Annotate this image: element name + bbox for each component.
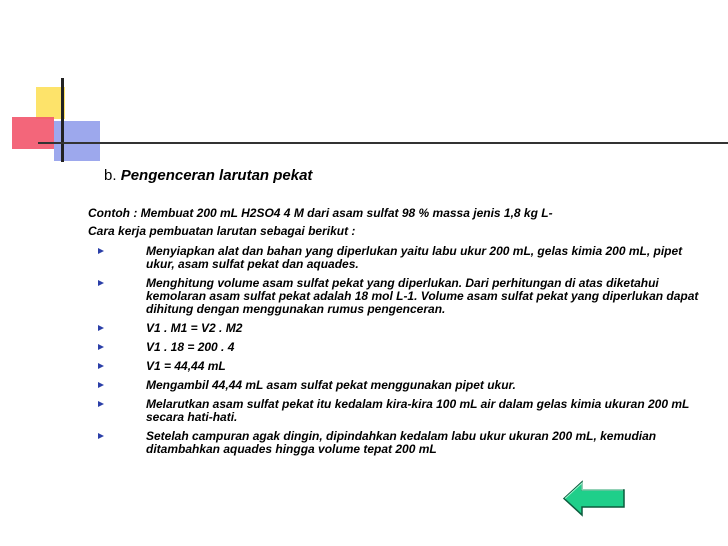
list-item: V1 . M1 = V2 . M2 [98, 322, 710, 335]
list-item: V1 = 44,44 mL [98, 360, 710, 373]
bullet-icon [98, 433, 104, 439]
slide-title [104, 167, 312, 185]
steps-list [98, 245, 710, 462]
list-item: V1 . 18 = 200 . 4 [98, 341, 710, 354]
decor-vertical-line [61, 78, 64, 162]
bullet-icon [98, 363, 104, 369]
bullet-icon [98, 344, 104, 350]
intro-text [88, 204, 553, 240]
bullet-icon [98, 280, 104, 286]
back-button[interactable] [562, 480, 626, 517]
title-text: Pengenceran larutan pekat [120, 167, 313, 184]
list-item: Setelah campuran agak dingin, dipindahkan kedalam labu ukur ukuran 200 mL, kemudian ditambahkan aquades hingga volume tepat 200 mL [98, 430, 710, 456]
bullet-icon [98, 401, 104, 407]
list-item: Menghitung volume asam sulfat pekat yang diperlukan. Dari perhitungan di atas diketahui kemolaran asam sulfat pekat adalah 18 mol L-1. Volume asam sulfat pekat yang diperlukan dapat dihitung dengan menggunakan rumus pengenceran. [98, 277, 710, 316]
decor-red-square [12, 117, 54, 149]
bullet-icon [98, 248, 104, 254]
decor-horizontal-line [38, 142, 728, 144]
list-item: Mengambil 44,44 mL asam sulfat pekat menggunakan pipet ukur. [98, 379, 710, 392]
title-prefix: b. [104, 167, 117, 184]
intro-line-procedure: Cara kerja pembuatan larutan sebagai berikut : [88, 224, 356, 238]
list-item: Melarutkan asam sulfat pekat itu kedalam kira-kira 100 mL air dalam gelas kimia ukuran 200 mL secara hati-hati. [98, 398, 710, 424]
list-item: Menyiapkan alat dan bahan yang diperlukan yaitu labu ukur 200 mL, gelas kimia 200 mL, pipet ukur, asam sulfat pekat dan aquades. [98, 245, 710, 271]
bullet-icon [98, 382, 104, 388]
intro-line-example: Contoh : Membuat 200 mL H2SO4 4 M dari asam sulfat 98 % massa jenis 1,8 kg L- [88, 206, 553, 220]
bullet-icon [98, 325, 104, 331]
back-arrow-icon [562, 480, 626, 517]
